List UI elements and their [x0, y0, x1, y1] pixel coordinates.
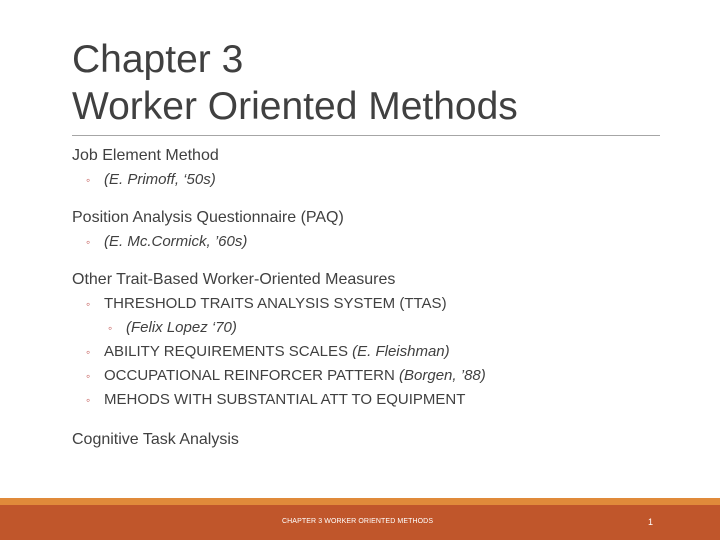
- circle-bullet-icon: ◦: [86, 235, 91, 249]
- sub-bullet-primoff: ◦ (E. Primoff, ‘50s): [86, 168, 672, 192]
- sub-sub-bullet-lopez: ◦ (Felix Lopez ‘70): [108, 316, 672, 340]
- slide-body: [72, 144, 672, 452]
- slide-title: [72, 36, 672, 130]
- sub-bullet-ability-requirements: ◦ ABILITY REQUIREMENTS SCALES (E. Fleishman): [86, 340, 672, 364]
- sub-bullet-mccormick: ◦ (E. Mc.Cormick, ’60s): [86, 230, 672, 254]
- page-number: 1: [648, 517, 654, 527]
- circle-bullet-icon: ◦: [108, 321, 113, 335]
- sub-bullet-ttas: ◦ THRESHOLD TRAITS ANALYSIS SYSTEM (TTAS): [86, 292, 672, 316]
- sub-bullet-equipment-methods: ◦ MEHODS WITH SUBSTANTIAL ATT TO EQUIPMENT: [86, 388, 672, 412]
- circle-bullet-icon: ◦: [86, 173, 91, 187]
- bullet-job-element-method: Job Element Method: [72, 147, 219, 164]
- slide-title-line-2: Worker Oriented Methods: [72, 85, 518, 128]
- circle-bullet-icon: ◦: [86, 345, 91, 359]
- footer-title: CHAPTER 3 WORKER ORIENTED METHODS: [282, 518, 434, 525]
- bullet-trait-based-measures: Other Trait-Based Worker-Oriented Measures: [72, 271, 396, 288]
- title-divider: [72, 135, 660, 136]
- bullet-cognitive-task-analysis: Cognitive Task Analysis: [72, 431, 239, 448]
- slide-title-line-1: Chapter 3: [72, 38, 244, 81]
- footer-accent-bar: [0, 498, 720, 505]
- circle-bullet-icon: ◦: [86, 297, 91, 311]
- circle-bullet-icon: ◦: [86, 369, 91, 383]
- circle-bullet-icon: ◦: [86, 393, 91, 407]
- bullet-paq: Position Analysis Questionnaire (PAQ): [72, 209, 344, 226]
- sub-bullet-occupational-reinforcer: ◦ OCCUPATIONAL REINFORCER PATTERN (Borgen, ’88): [86, 364, 672, 388]
- slide-footer: [0, 505, 720, 540]
